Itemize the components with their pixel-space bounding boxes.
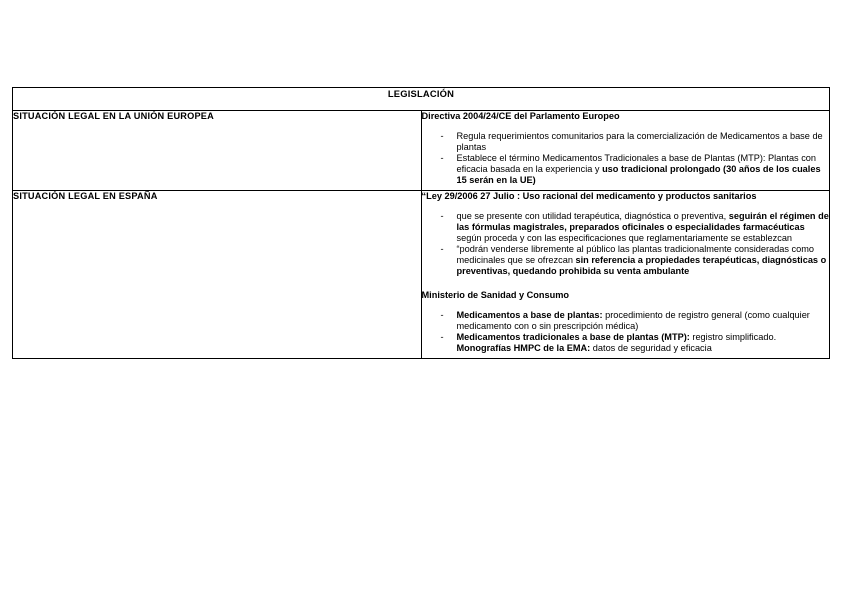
bold-text-run: Medicamentos a base de plantas: bbox=[456, 310, 603, 320]
list-item bbox=[457, 153, 830, 186]
list-item bbox=[457, 310, 830, 332]
table-row-spain bbox=[13, 191, 830, 359]
list-item bbox=[457, 211, 830, 244]
row-label-eu: SITUACIÓN LEGAL EN LA UNIÓN EUROPEA bbox=[13, 111, 422, 191]
list-item bbox=[457, 244, 830, 277]
text-run: que se presente con utilidad terapéutica, diagnóstica o preventiva, bbox=[456, 211, 729, 221]
legislation-table bbox=[12, 87, 830, 359]
row-content-eu bbox=[421, 111, 830, 191]
bold-text-run: uso tradicional prolongado (30 años de los cuales 15 serán en la UE) bbox=[456, 164, 821, 185]
list-item bbox=[457, 332, 830, 354]
row-content-spain bbox=[421, 191, 830, 359]
spain-law-heading: “Ley 29/2006 27 Julio : Uso racional del medicamento y productos sanitarios bbox=[421, 191, 757, 201]
row-label-spain: SITUACIÓN LEGAL EN ESPAÑA bbox=[13, 191, 422, 359]
text-run: Regula requerimientos comunitarios para la comercialización de Medicamentos a base de plantas bbox=[456, 131, 823, 152]
text-run: procedimiento de registro general (como cualquier medicamento con o sin prescripción médica) bbox=[456, 310, 810, 331]
table-header: LEGISLACIÓN bbox=[13, 88, 830, 111]
bold-text-run: seguirán el régimen de las fórmulas magistrales, preparados oficinales o especialidades farmacéuticas bbox=[456, 211, 829, 232]
text-run: datos de seguridad y eficacia bbox=[590, 343, 712, 353]
ministry-heading: Ministerio de Sanidad y Consumo bbox=[421, 290, 570, 300]
eu-bullet-list bbox=[422, 131, 830, 186]
text-run: según proceda y con las especificaciones que reglamentariamente se establezcan bbox=[456, 233, 793, 243]
table-header-row bbox=[13, 88, 830, 111]
eu-directive-heading: Directiva 2004/24/CE del Parlamento Europeo bbox=[421, 111, 620, 121]
text-run: Establece el término Medicamentos Tradicionales a base de Plantas (MTP): Plantas con eficacia basada en la experiencia y bbox=[456, 153, 817, 174]
text-run: registro simplificado. bbox=[689, 332, 777, 342]
text-run: “podrán venderse libremente al público las plantas tradicionalmente consideradas como medicinales que se ofrezcan bbox=[456, 244, 814, 265]
ministry-bullet-list bbox=[422, 310, 830, 354]
bold-text-run: sin referencia a propiedades terapéuticas, diagnósticas o preventivas, quedando prohibida su venta ambulante bbox=[456, 255, 827, 276]
spain-law-bullet-list bbox=[422, 211, 830, 277]
table-row-eu bbox=[13, 111, 830, 191]
list-item bbox=[457, 131, 830, 153]
bold-text-run: Medicamentos tradicionales a base de plantas (MTP): bbox=[456, 332, 690, 342]
bold-text-run: Monografías HMPC de la EMA: bbox=[456, 343, 591, 353]
